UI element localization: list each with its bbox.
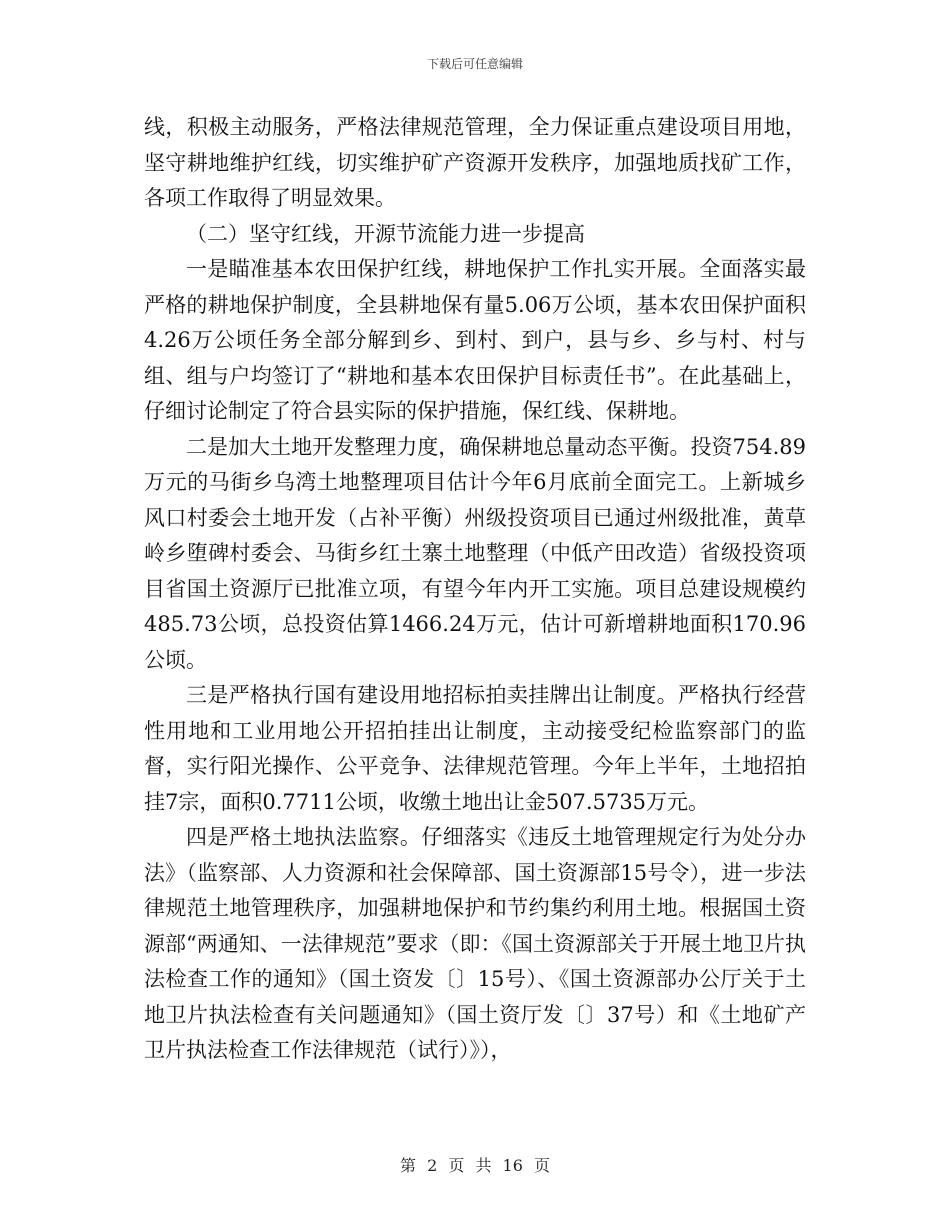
paragraph-continuation: 线，积极主动服务，严格法律规范管理，全力保证重点建设项目用地，坚守耕地维护红线，切实维护矿产资源开发秩序，加强地质找矿工作，各项工作取得了明显效果。 xyxy=(144,115,806,210)
paragraph-farmland-protection: 一是瞄准基本农田保护红线，耕地保护工作扎实开展。全面落实最严格的耕地保护制度，全县耕地保有量5.06万公顷，基本农田保护面积4.26万公顷任务全部分解到乡、到村、到户，县与乡、乡与村、村与组、组与户均签订了“耕地和基本农田保护目标责任书”。在此基础上，仔细讨论制定了符合县实际的保护措施，保红线、保耕地。 xyxy=(144,257,806,423)
header-note: 下载后可任意编辑 xyxy=(426,57,523,71)
page-number: 第 2 页 共 16 页 xyxy=(400,1156,550,1175)
section-heading: （二）坚守红线，开源节流能力进一步提高 xyxy=(186,221,585,246)
paragraph-land-development: 二是加大土地开发整理力度，确保耕地总量动态平衡。投资754.89万元的马街乡乌湾土地整理项目估计今年6月底前全面完工。上新城乡风口村委会土地开发（占补平衡）州级投资项目已通过州级批准，黄草岭乡堕碑村委会、马街乡红土寨土地整理（中低产田改造）省级投资项目省国土资源厅已批准立项，有望今年内开工实施。项目总建设规模约485.73公顷，总投资估算1466.24万元，估计可新增耕地面积170.96公顷。 xyxy=(144,434,806,672)
paragraph-land-auction: 三是严格执行国有建设用地招标拍卖挂牌出让制度。严格执行经营性用地和工业用地公开招拍挂出让制度，主动接受纪检监察部门的监督，实行阳光操作、公平竞争、法律规范管理。今年上半年，土地招拍挂7宗，面积0.7711公顷，收缴土地出让金507.5735万元。 xyxy=(144,683,806,814)
document-body xyxy=(144,110,806,1069)
paragraph-law-enforcement: 四是严格土地执法监察。仔细落实《违反土地管理规定行为处分办法》（监察部、人力资源和社会保障部、国土资源部15号令），进一步法律规范土地管理秩序，加强耕地保护和节约集约利用土地。根据国土资源部“两通知、一法律规范”要求（即：《国土资源部关于开展土地卫片执法检查工作的通知》（国土资发〔〕15号）、《国土资源部办公厅关于土地卫片执法检查有关问题通知》（国土资厅发〔〕37号）和《土地矿产卫片执法检查工作法律规范（试行）》）， xyxy=(144,825,806,1062)
